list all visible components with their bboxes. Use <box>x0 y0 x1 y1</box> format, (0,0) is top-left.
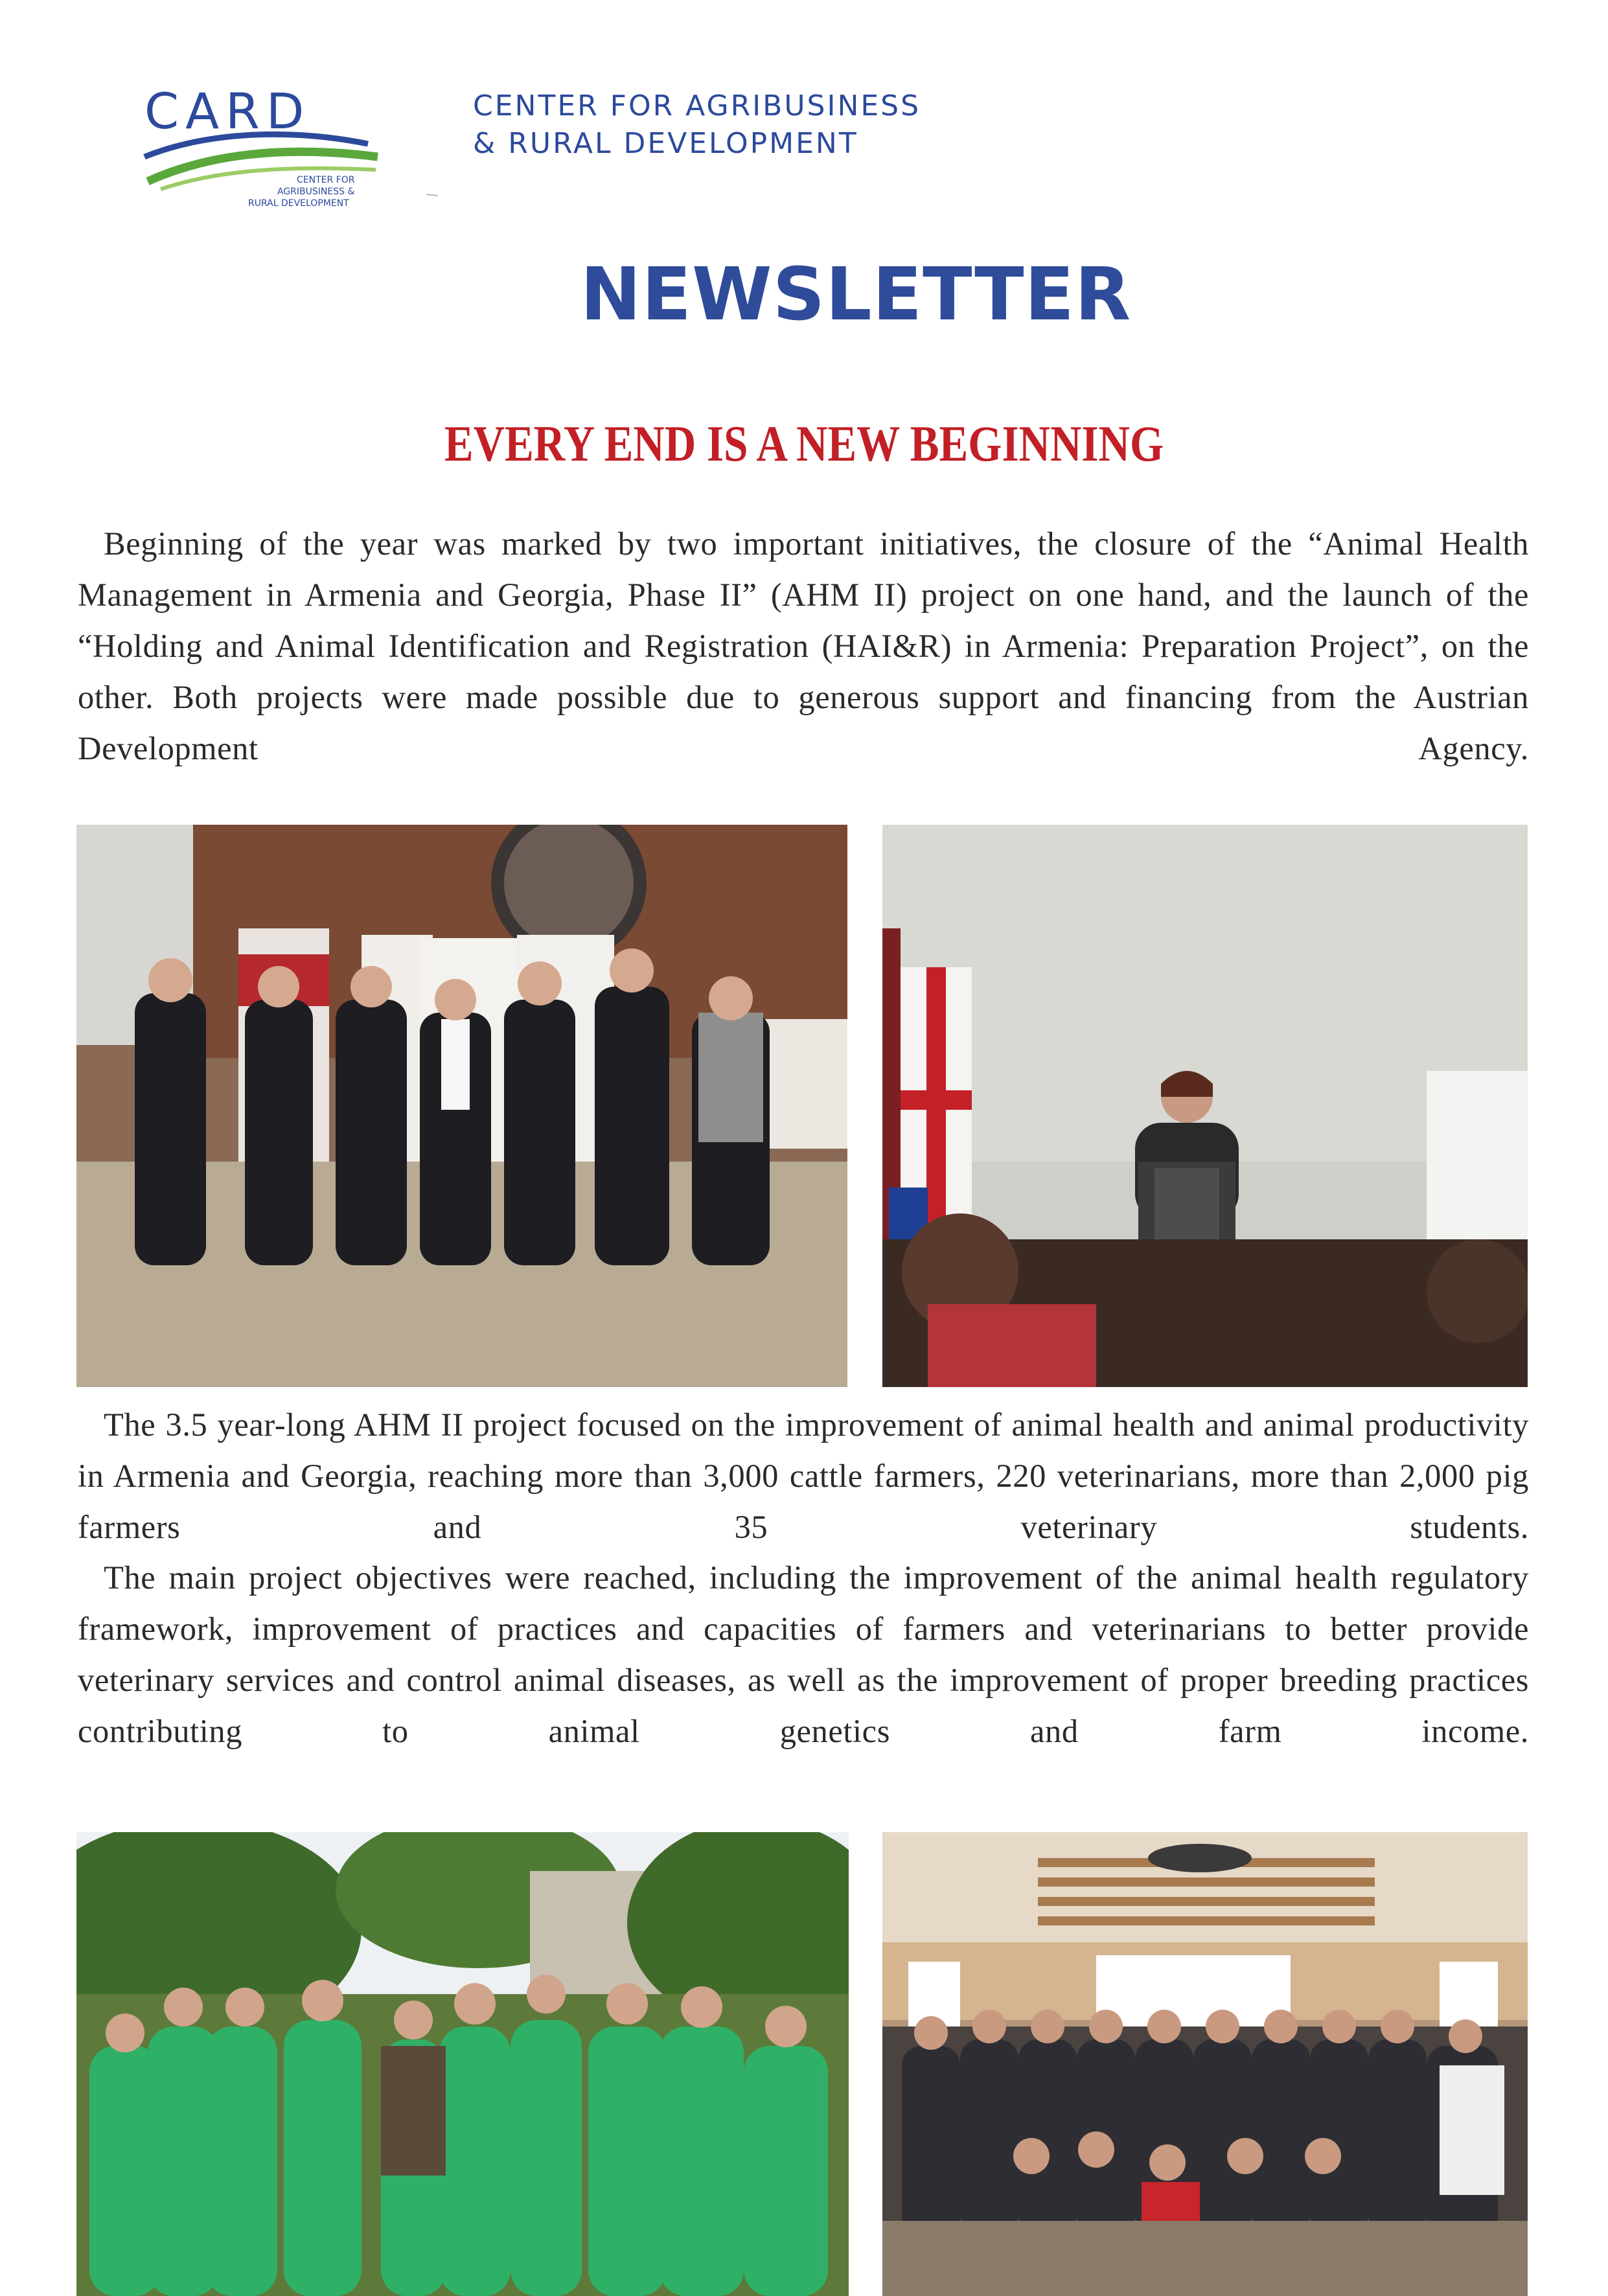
project-objectives-paragraph: The main project objectives were reached, including the improvement of the animal health regulatory framework, improvement of practices and capacities of farmers and veterinarians to better provide veterinary services and control animal diseases, as well as the improvement of proper breeding practices contributing to animal genetics and farm income. <box>78 1559 1529 1749</box>
group-photo-conference <box>76 825 847 1387</box>
intro-paragraph: Beginning of the year was marked by two important initiatives, the closure of the “Animal Health Management in Armenia and Georgia, Phase II” (AHM II) project on one hand, and the launch of the “Holding and Animal Identification and Registration (HAI&R) in Armenia: Preparation Project”, on the other. Both projects were made possible due to generous support and financing from the Austrian Development Agency. <box>78 525 1529 766</box>
group-in-protective-gowns-outdoors <box>76 1832 849 2296</box>
project-summary-paragraph: The 3.5 year-long AHM II project focused on the improvement of animal health and animal productivity in Armenia and Georgia, reaching more than 3,000 cattle farmers, 220 veterinarians, more than 2,000 pig farmers and 35 veterinary students. <box>78 1406 1529 1545</box>
organization-name <box>473 87 921 163</box>
logo-wordmark: CARD <box>144 84 311 140</box>
article-headline: EVERY END IS A NEW BEGINNING <box>444 415 1164 472</box>
card-logo <box>83 84 446 240</box>
large-group-training-room <box>882 1832 1528 2296</box>
organization-name-line-2: & RURAL DEVELOPMENT <box>473 127 858 160</box>
logo-tagline-line-3: RURAL DEVELOPMENT <box>248 198 349 209</box>
logo-tagline-line-2: AGRIBUSINESS & <box>277 187 355 197</box>
organization-name-line-1: CENTER FOR AGRIBUSINESS <box>473 89 921 122</box>
speaker-at-podium <box>882 825 1528 1387</box>
newsletter-title: NEWSLETTER <box>580 253 1132 337</box>
logo-tagline-line-1: CENTER FOR <box>297 175 355 185</box>
